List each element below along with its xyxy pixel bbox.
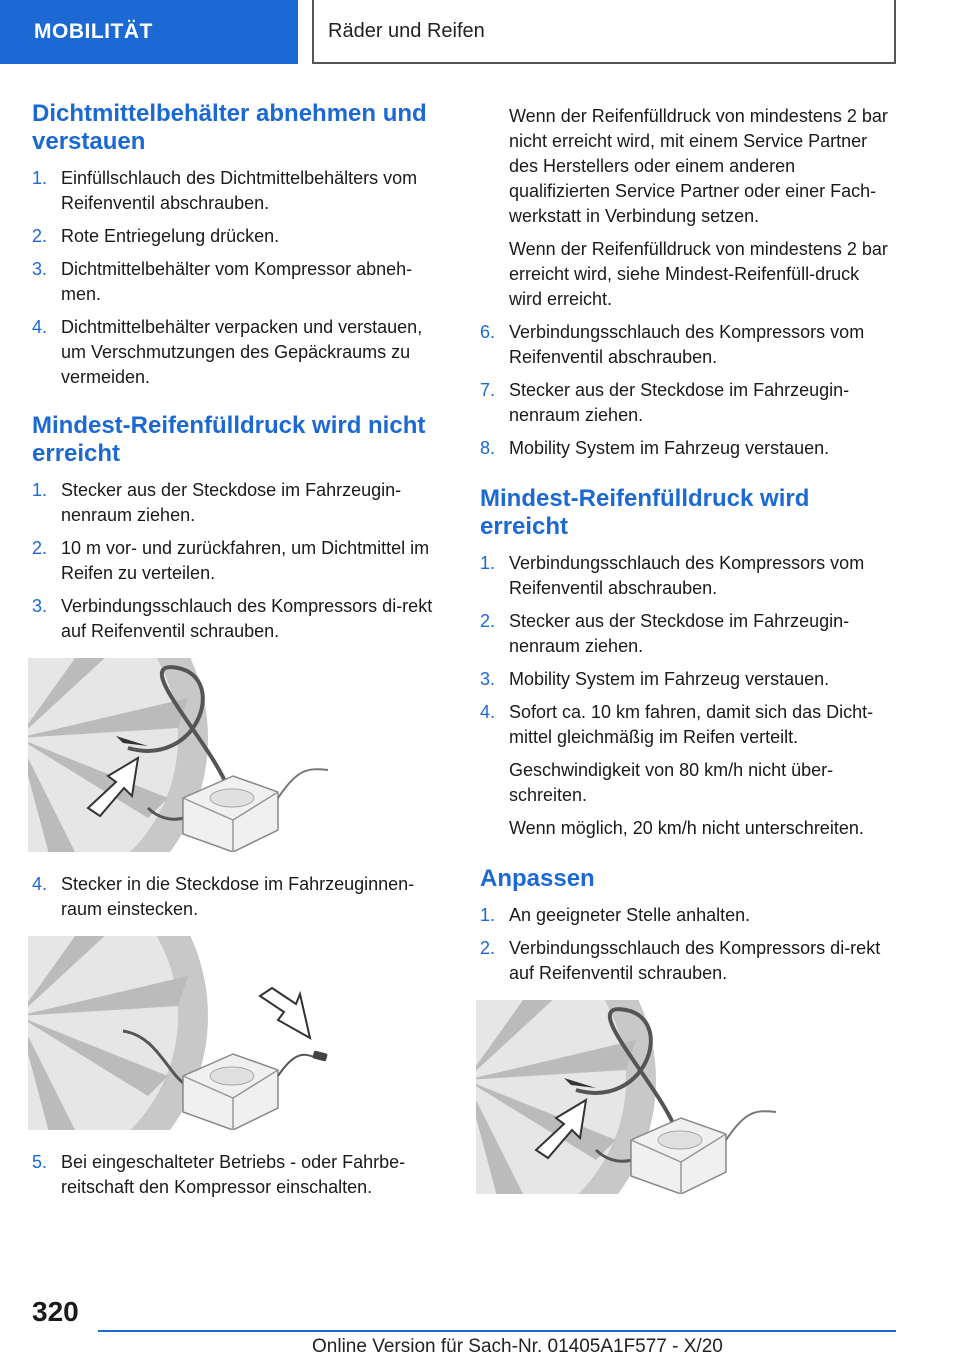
item-text: Einfüllschlauch des Dichtmittelbehälters vom Reifenventil abschrauben.: [61, 168, 418, 213]
list-item: [480, 320, 896, 370]
list-item: [32, 872, 446, 922]
item-number: 2.: [32, 226, 48, 246]
item-number: 1.: [480, 553, 496, 573]
list-item: [480, 936, 896, 986]
item-text: Stecker aus der Steckdose im Fahrzeugin-nenraum ziehen.: [509, 611, 850, 656]
list-item: [32, 257, 446, 307]
compressor-on-wheel-illustration: [476, 1000, 786, 1194]
item-number: 2.: [480, 611, 496, 631]
list-item: [480, 436, 896, 461]
list-item: [32, 224, 446, 249]
continuation-paragraph: Wenn der Reifenfülldruck von mindestens 2 bar erreicht wird, siehe Mindest-Reifenfüll-druck wird erreicht.: [509, 239, 888, 309]
item-number: 3.: [480, 669, 496, 689]
left-column: [32, 100, 446, 1208]
compressor-on-wheel-illustration: [28, 658, 338, 852]
item-number: 1.: [32, 168, 48, 188]
item-text: 10 m vor- und zurückfahren, um Dichtmittel im Reifen zu verteilen.: [61, 538, 430, 583]
list-item: [480, 551, 896, 601]
list-pressure-reached: [480, 551, 896, 750]
item-number: 3.: [32, 596, 48, 616]
list-item: [480, 667, 896, 692]
item-number: 7.: [480, 380, 496, 400]
footer-divider: [98, 1330, 896, 1332]
item-text: Mobility System im Fahrzeug verstauen.: [509, 669, 830, 689]
item-text: Rote Entriegelung drücken.: [61, 226, 280, 246]
item-number: 4.: [32, 874, 48, 894]
list-item: [480, 700, 896, 750]
plug-into-socket-illustration: [28, 936, 338, 1130]
page-number: 320: [32, 1296, 79, 1327]
list-item: [32, 1150, 446, 1200]
item-number: 2.: [480, 938, 496, 958]
list-item: [480, 903, 896, 928]
list-remove-sealant: [32, 166, 446, 390]
item-number: 8.: [480, 438, 496, 458]
list-item: [32, 478, 446, 528]
item-number: 1.: [480, 905, 496, 925]
item-text: An geeigneter Stelle anhalten.: [509, 905, 751, 925]
footer-version-text: Online Version für Sach-Nr. 01405A1F577 - X/20: [312, 1336, 723, 1357]
item-number: 6.: [480, 322, 496, 342]
item-text: Verbindungsschlauch des Kompressors vom Reifenventil abschrauben.: [509, 322, 865, 367]
list-pressure-not-reached-cont: [32, 872, 446, 922]
item-text: Stecker in die Steckdose im Fahrzeuginnen-raum einstecken.: [61, 874, 415, 919]
item-number: 3.: [32, 259, 48, 279]
item-text: Bei eingeschalteter Betriebs - oder Fahrbe-reitschaft den Kompressor einschalten.: [61, 1152, 406, 1197]
note-paragraph: Wenn möglich, 20 km/h nicht unterschreiten.: [509, 818, 864, 838]
list-adjust: [480, 903, 896, 986]
list-item: [480, 609, 896, 659]
list-pressure-not-reached-cont2: [32, 1150, 446, 1200]
list-item: [480, 378, 896, 428]
item-number: 4.: [32, 317, 48, 337]
note-paragraph: Geschwindigkeit von 80 km/h nicht über-schreiten.: [509, 760, 834, 805]
right-column: [480, 104, 896, 1214]
list-pressure-not-reached: [32, 478, 446, 644]
item-text: Dichtmittelbehälter verpacken und verstauen, um Verschmutzungen des Gepäckraums zu vermeiden.: [61, 317, 423, 387]
heading-adjust: Anpassen: [480, 865, 595, 892]
item-text: Stecker aus der Steckdose im Fahrzeugin-nenraum ziehen.: [509, 380, 850, 425]
list-item: [32, 166, 446, 216]
continuation-paragraph: Wenn der Reifenfülldruck von mindestens 2 bar nicht erreicht wird, mit einem Service Partner des Herstellers oder einem anderen qualifizierten Service Partner oder einer Fach-werkstatt in Verbindung setzen.: [509, 106, 888, 226]
item-text: Sofort ca. 10 km fahren, damit sich das Dicht-mittel gleichmäßig im Reifen verteilt.: [509, 702, 874, 747]
item-text: Verbindungsschlauch des Kompressors vom Reifenventil abschrauben.: [509, 553, 865, 598]
heading-remove-sealant: Dichtmittelbehälter abnehmen und verstauen: [32, 100, 427, 155]
chapter-title: [312, 0, 896, 64]
item-text: Verbindungsschlauch des Kompressors di-rekt auf Reifenventil schrauben.: [509, 938, 881, 983]
item-text: Mobility System im Fahrzeug verstauen.: [509, 438, 830, 458]
list-item: [32, 594, 446, 644]
item-text: Dichtmittelbehälter vom Kompressor abneh-men.: [61, 259, 413, 304]
section-tab: MOBILITÄT: [0, 0, 298, 64]
item-number: 1.: [32, 480, 48, 500]
item-text: Verbindungsschlauch des Kompressors di-rekt auf Reifenventil schrauben.: [61, 596, 433, 641]
item-number: 4.: [480, 702, 496, 722]
item-number: 2.: [32, 538, 48, 558]
item-text: Stecker aus der Steckdose im Fahrzeugin-nenraum ziehen.: [61, 480, 402, 525]
item-number: 5.: [32, 1152, 48, 1172]
list-item: [32, 536, 446, 586]
list-pressure-not-reached-end: [480, 320, 896, 461]
heading-pressure-reached: Mindest-Reifenfülldruck wird erreicht: [480, 485, 810, 540]
list-item: [32, 315, 446, 390]
heading-pressure-not-reached: Mindest-Reifenfülldruck wird nicht erreicht: [32, 412, 426, 467]
chapter-title-text: Räder und Reifen: [328, 19, 485, 42]
